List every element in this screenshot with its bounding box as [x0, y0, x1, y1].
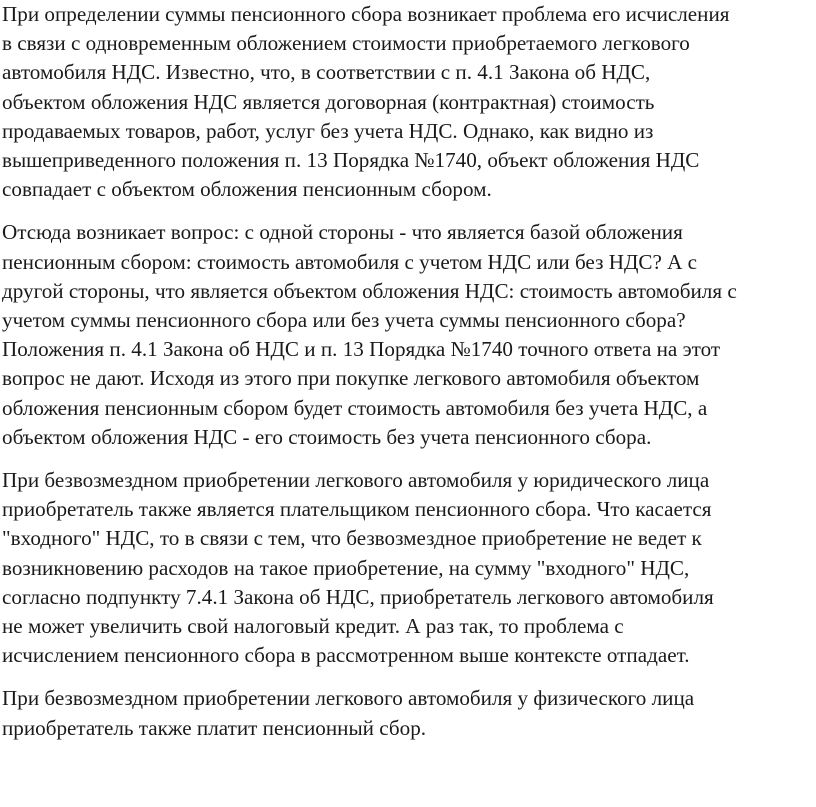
- text-line: в связи с одновременным обложением стоимости приобретаемого легкового: [2, 31, 690, 56]
- text-line: согласно подпункту 7.4.1 Закона об НДС, приобретатель легкового автомобиля: [2, 584, 714, 609]
- text-line: объектом обложения НДС - его стоимость без учета пенсионного сбора.: [2, 424, 652, 449]
- text-line: учетом суммы пенсионного сбора или без учета суммы пенсионного сбора?: [2, 308, 686, 333]
- text-line: исчислением пенсионного сбора в рассмотренном выше контексте отпадает.: [2, 643, 690, 668]
- text-line: автомобиля НДС. Известно, что, в соответствии с п. 4.1 Закона об НДС,: [2, 60, 651, 85]
- paragraph-2: [2, 218, 814, 452]
- text-line: совпадает с объектом обложения пенсионным сбором.: [2, 177, 492, 202]
- paragraph-3: [2, 466, 814, 670]
- text-line: возникновению расходов на такое приобретение, на сумму "входного" НДС,: [2, 555, 690, 580]
- text-line: вопрос не дают. Исходя из этого при покупке легкового автомобиля объектом: [2, 366, 700, 391]
- text-line: приобретатель также является плательщиком пенсионного сбора. Что касается: [2, 497, 712, 522]
- paragraph-4: [2, 684, 814, 742]
- text-line: При безвозмездном приобретении легкового автомобиля у юридического лица: [2, 468, 710, 493]
- text-line: При безвозмездном приобретении легкового автомобиля у физического лица: [2, 686, 695, 711]
- text-line: не может увеличить свой налоговый кредит. А раз так, то проблема с: [2, 614, 624, 639]
- text-line: Положения п. 4.1 Закона об НДС и п. 13 Порядка №1740 точного ответа на этот: [2, 337, 721, 362]
- text-line: пенсионным сбором: стоимость автомобиля с учетом НДС или без НДС? А с: [2, 249, 698, 274]
- text-line: продаваемых товаров, работ, услуг без учета НДС. Однако, как видно из: [2, 118, 654, 143]
- text-line: вышеприведенного положения п. 13 Порядка №1740, объект обложения НДС: [2, 148, 700, 173]
- text-line: объектом обложения НДС является договорная (контрактная) стоимость: [2, 89, 655, 114]
- paragraph-1: [2, 0, 814, 204]
- document-body: [2, 0, 814, 757]
- text-line: При определении суммы пенсионного сбора возникает проблема его исчисления: [2, 2, 730, 26]
- text-line: приобретатель также платит пенсионный сбор.: [2, 715, 427, 740]
- text-line: "входного" НДС, то в связи с тем, что безвозмездное приобретение не ведет к: [2, 526, 702, 551]
- text-line: Отсюда возникает вопрос: с одной стороны - что является базой обложения: [2, 220, 683, 245]
- text-line: обложения пенсионным сбором будет стоимость автомобиля без учета НДС, а: [2, 395, 708, 420]
- text-line: другой стороны, что является объектом обложения НДС: стоимость автомобиля с: [2, 278, 737, 303]
